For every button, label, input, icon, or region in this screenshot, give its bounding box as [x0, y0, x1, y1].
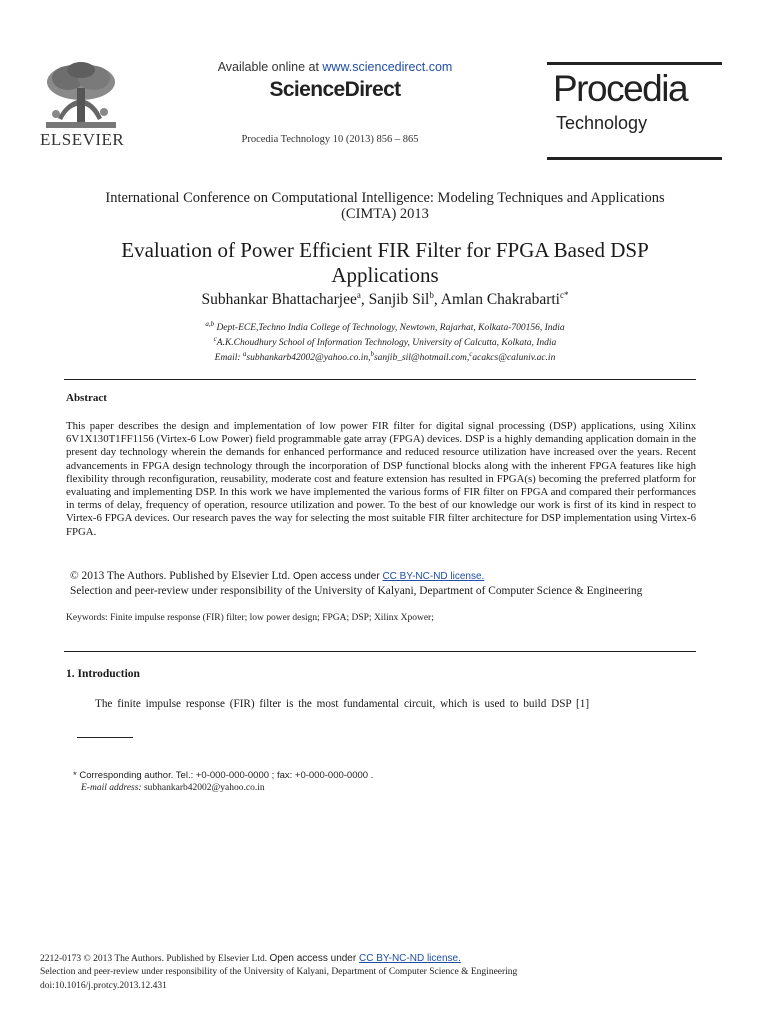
sciencedirect-url-link[interactable]: www.sciencedirect.com [322, 60, 453, 74]
email-address[interactable]: subhankarb42002@yahoo.co.in [141, 783, 265, 793]
open-access-label: Open access under [269, 953, 359, 964]
procedia-subtitle: Technology [556, 113, 648, 133]
conference-line-1: International Conference on Computational Intelligence: Modeling Techniques and Applications [105, 190, 665, 206]
keywords-line: Keywords: Finite impulse response (FIR) filter; low power design; FPGA; DSP; Xilinx Xpower; [66, 613, 434, 623]
peer-review-line: Selection and peer-review under responsibility of the University of Kalyani, Department of Computer Science & Engineering [70, 585, 643, 597]
footnote-email-line [81, 783, 265, 793]
open-access-label: Open access under [292, 571, 383, 582]
author-list: Subhankar Bhattacharjee$^a$, Sanjib Sil$^b$, Amlan Chakrabarti$^{c*}$ [201, 290, 569, 309]
affil-sup: c [213, 335, 217, 343]
title-line-2: Applications [331, 263, 439, 287]
corresponding-author-note: * Corresponding author. Tel.: +0-000-000-0000 ; fax: +0-000-000-0000 . [73, 770, 374, 781]
conference-line-2: (CIMTA) 2013 [341, 206, 429, 222]
title-line-1: Evaluation of Power Efficient FIR Filter for FPGA Based DSP [121, 238, 649, 262]
footer-doi[interactable]: doi:10.1016/j.protcy.2013.12.431 [40, 981, 167, 991]
conference-name [60, 190, 710, 222]
license-link[interactable]: CC BY-NC-ND license. [382, 571, 485, 582]
sciencedirect-wordmark: ScienceDirect [269, 78, 401, 101]
affiliation-line-1 [60, 320, 710, 333]
copyright-line [70, 570, 484, 582]
procedia-wordmark: Procedia [553, 68, 688, 109]
paper-title [60, 238, 710, 288]
section-divider [64, 651, 696, 652]
copyright-text: © 2013 The Authors. Published by Elsevier Ltd. [70, 570, 293, 582]
affiliation-line-2 [60, 335, 710, 348]
introduction-text: The finite impulse response (FIR) filter is the most fundamental circuit, which is used to build DSP [1] [95, 698, 590, 710]
footer-peer-review-line: Selection and peer-review under responsibility of the University of Kalyani, Department of Computer Science & Engineering [40, 967, 518, 977]
email-label: E-mail address: [81, 783, 142, 793]
affil-sup: c [469, 350, 473, 358]
affil-sup: a,b [205, 320, 215, 328]
footer-copyright-text: 2212-0173 © 2013 The Authors. Published by Elsevier Ltd. [40, 954, 270, 964]
email-address[interactable]: subhankarb42002@yahoo.co.in, [246, 353, 371, 364]
author-name: Subhankar Bhattacharjee [201, 291, 357, 309]
available-prefix: Available online at [217, 60, 323, 74]
affil-text: A.K.Choudhury School of Information Technology, University of Calcutta, Kolkata, India [216, 338, 557, 349]
journal-reference: Procedia Technology 10 (2013) 856 – 865 [241, 134, 419, 145]
elsevier-wordmark: ELSEVIER [40, 130, 125, 149]
abstract-text: This paper describes the design and implementation of low power FIR filter for digital signal processing (DSP) applications, using Xilinx 6V1X130T1FF1156 (Virtex-6 Low Power) field programmable gate array (FPGA) devices. DSP is a highly demanding application domain in the present day technology wherein the demands for enhanced performance and reduced resource utilization have increased over the years. Recent advancements in FPGA design technology through the incorporation of DSP functional blocks along with the inherent FPGA features like high flexibility through reconfiguration, reusability, moderate cost and feature extension has resulted in FPGA(s) becoming the preferred platform for evaluating and implementing DSP. In this work we have implemented the various forms of FIR filter on FPGA and compared their performances in terms of delay, frequency of operation, resource utilization and power. To the best of our knowledge our work is first of its kind in respect to Virtex-6 FPGA devices. Our research paves the way for selecting the most suitable FIR filter architecture for DSP implementation using Virtex-6 FPGA. [66, 420, 696, 538]
affil-sup: a [242, 350, 247, 358]
affil-sup: b [370, 350, 374, 358]
author-name: Sanjib Sil [368, 291, 430, 309]
footer-copyright-line [40, 953, 461, 964]
email-address[interactable]: sanjib_sil@hotmail.com, [373, 353, 470, 364]
affil-text: Dept-ECE,Techno India College of Technology, Newtown, Rajarhat, Kolkata-700156, India [214, 323, 565, 334]
email-label: Email: [214, 353, 243, 364]
license-link[interactable]: CC BY-NC-ND license. [358, 953, 461, 964]
section-divider [64, 379, 696, 380]
affiliation-emails [60, 350, 710, 363]
email-address[interactable]: acakcs@caluniv.ac.in [472, 353, 556, 364]
footnote-divider [77, 737, 133, 738]
abstract-heading: Abstract [66, 392, 107, 404]
author-affil-sup: b [429, 290, 434, 300]
introduction-heading: 1. Introduction [66, 668, 140, 680]
author-name: Amlan Chakrabarti [440, 291, 560, 309]
author-affil-sup: a [356, 290, 361, 300]
author-affil-sup: c* [560, 290, 569, 300]
